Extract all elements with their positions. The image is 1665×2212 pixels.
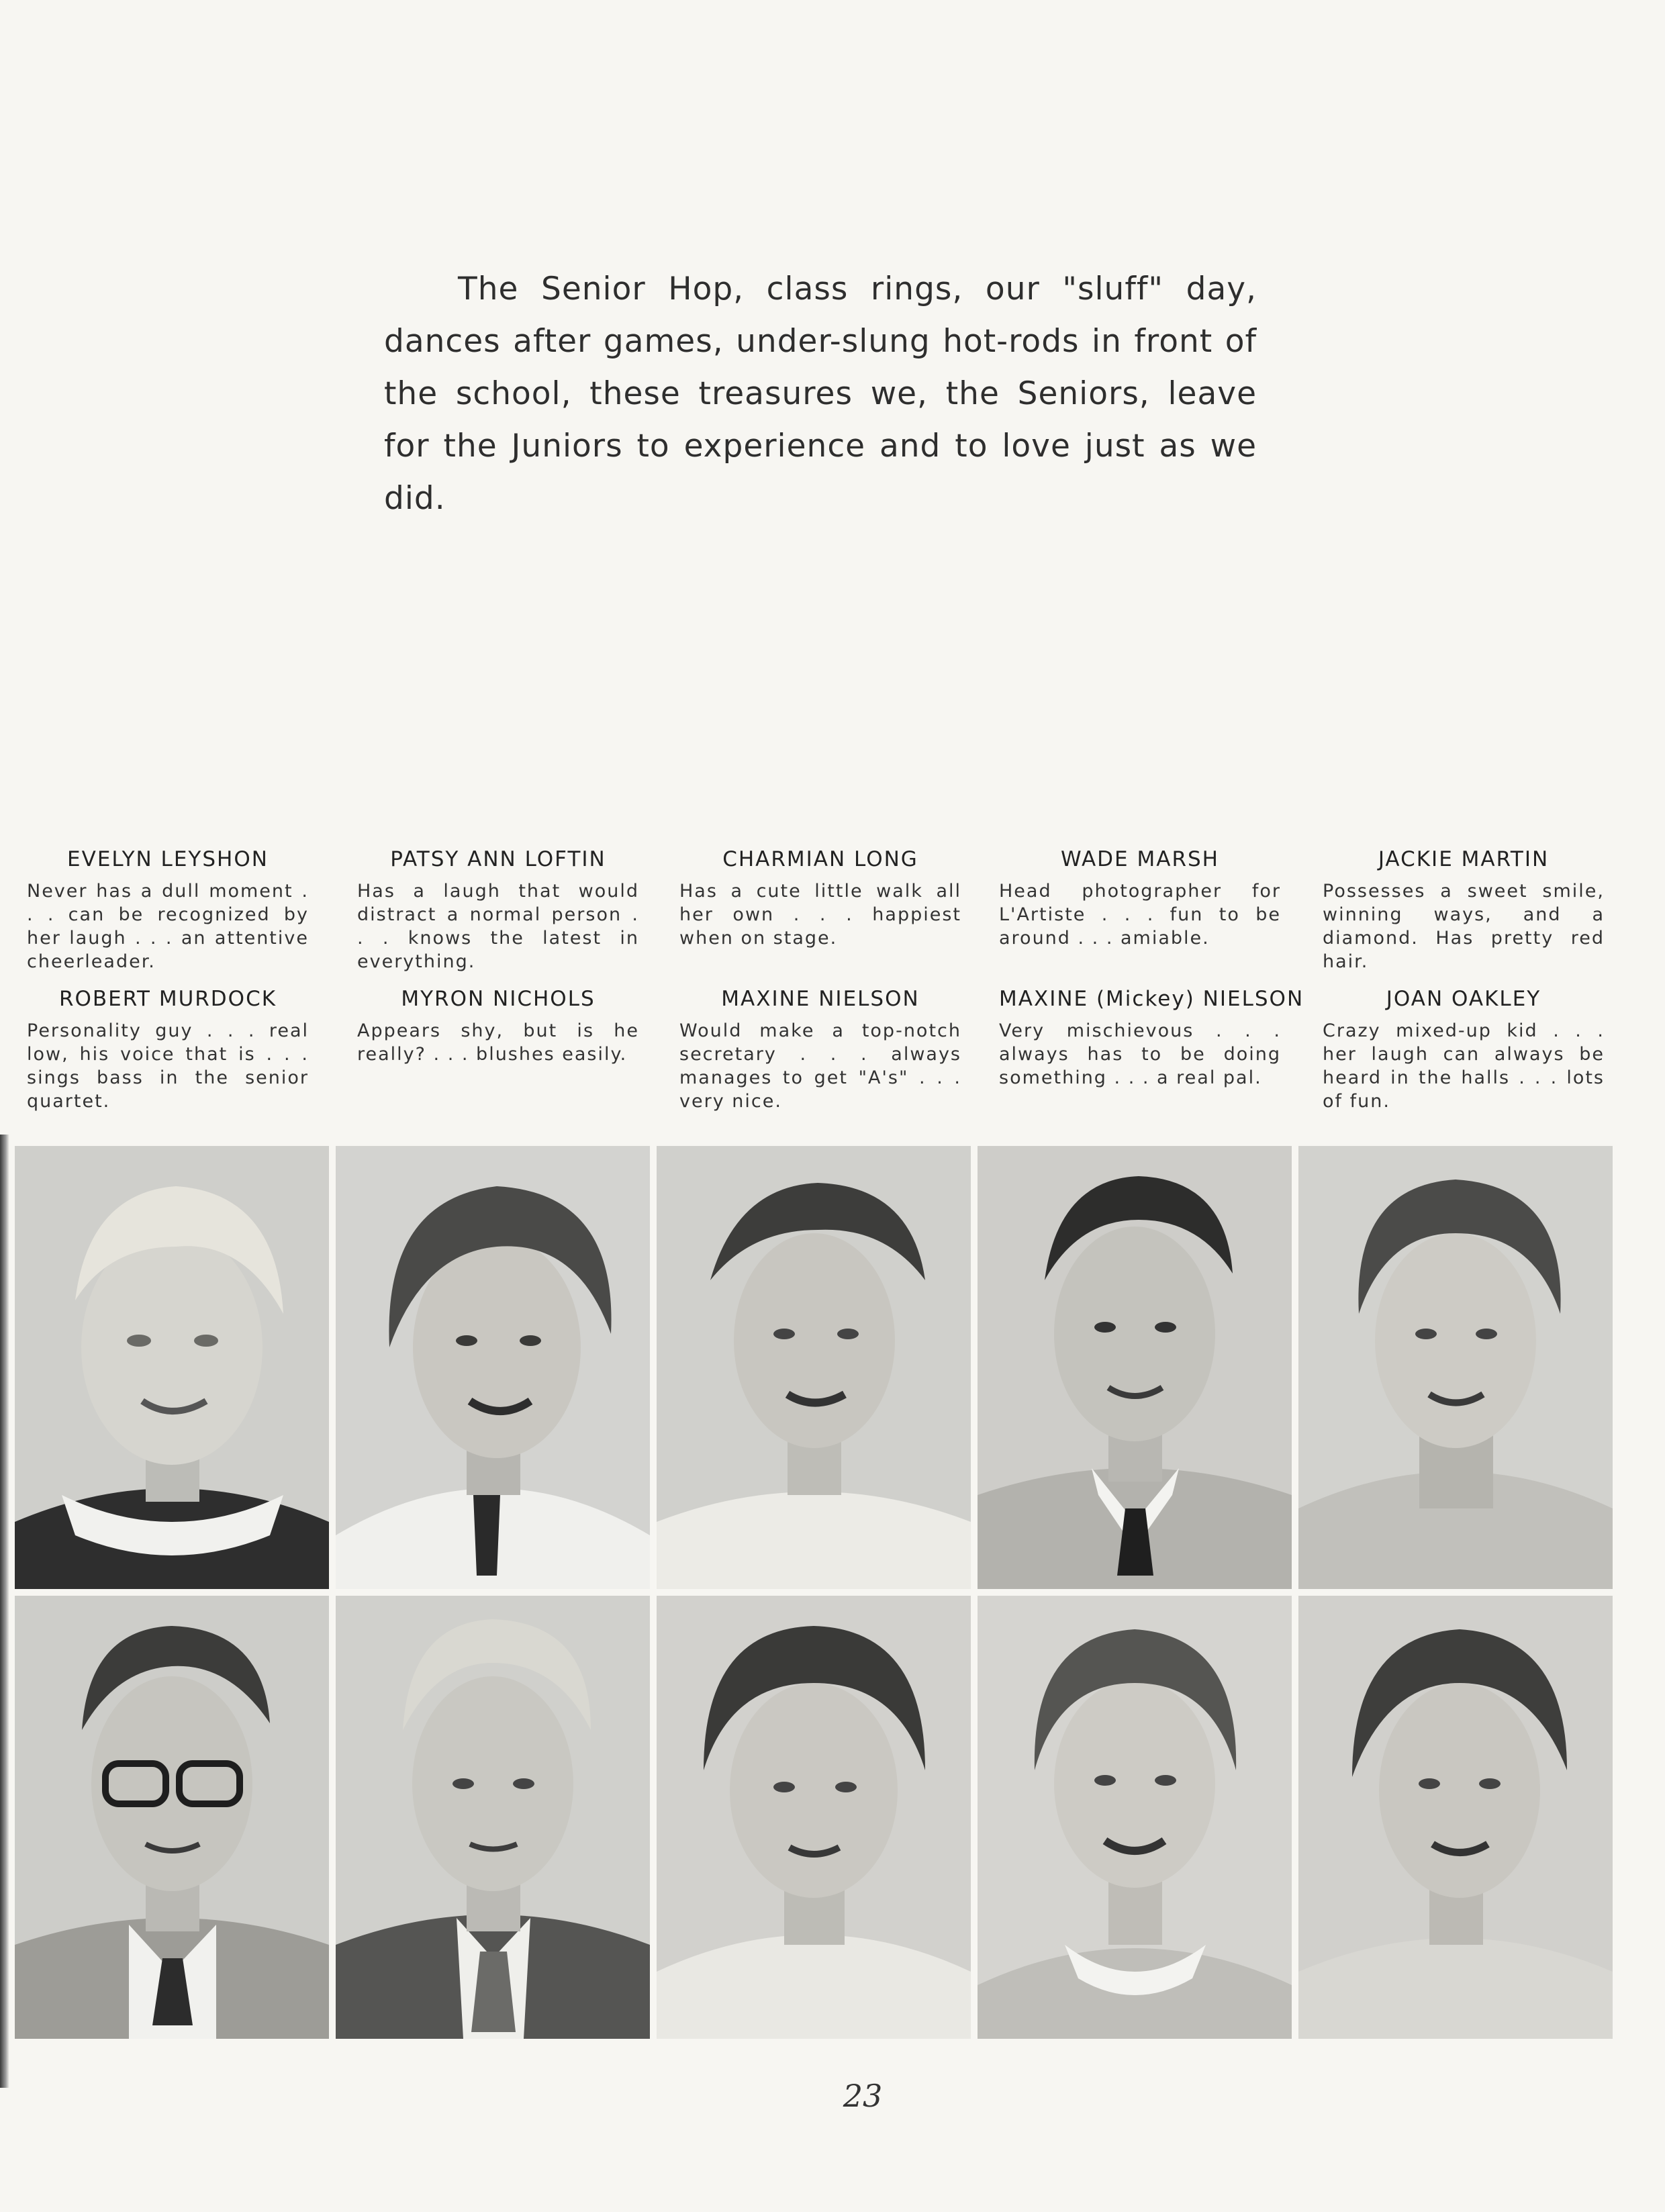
senior-name: PATSY ANN LOFTIN (390, 847, 606, 871)
senior-description: Has a laugh that would distract a normal person . . . knows the latest in everything. (357, 881, 639, 972)
senior-description: Personality guy . . . real low, his voice that is . . . sings bass in the senior quartet. (27, 1020, 309, 1112)
senior-name: MYRON NICHOLS (401, 987, 596, 1011)
portrait-maxine-nielson (657, 1596, 971, 2039)
senior-description: Head photographer for L'Artiste . . . fun to be around . . . amiable. (999, 881, 1281, 949)
senior-name: WADE MARSH (1061, 847, 1219, 871)
intro-paragraph (384, 263, 1257, 525)
portrait-patsy-ann-loftin (336, 1146, 650, 1589)
caption-evelyn-leyshon (27, 847, 309, 973)
caption-robert-murdock (27, 987, 309, 1113)
page-binding-shadow (0, 1135, 9, 2088)
caption-joan-oakley (1323, 987, 1605, 1113)
senior-description: Very mischievous . . . always has to be doing something . . . a real pal. (999, 1020, 1281, 1088)
portrait-wade-marsh (978, 1146, 1292, 1589)
caption-row-bottom (27, 987, 1645, 1121)
senior-name: CHARMIAN LONG (722, 847, 918, 871)
caption-patsy-ann-loftin (357, 847, 639, 973)
caption-charmian-long (679, 847, 961, 950)
caption-myron-nichols (357, 987, 639, 1066)
senior-name: EVELYN LEYSHON (67, 847, 269, 871)
senior-name: JACKIE MARTIN (1378, 847, 1550, 871)
senior-name: MAXINE NIELSON (721, 987, 920, 1011)
portrait-maxine-mickey-nielson (978, 1596, 1292, 2039)
senior-name: ROBERT MURDOCK (58, 987, 277, 1011)
senior-description: Crazy mixed-up kid . . . her laugh can always be heard in the halls . . . lots of fun. (1323, 1020, 1605, 1112)
senior-name: MAXINE (Mickey) NIELSON (999, 987, 1304, 1011)
portrait-joan-oakley (1298, 1596, 1613, 2039)
senior-name: JOAN OAKLEY (1386, 987, 1541, 1011)
caption-row-top (27, 847, 1645, 981)
senior-description: Never has a dull moment . . . can be recognized by her laugh . . . an attentive cheerleader. (27, 881, 309, 972)
senior-description: Possesses a sweet smile, winning ways, and a diamond. Has pretty red hair. (1323, 881, 1605, 972)
caption-maxine-nielson (679, 987, 961, 1113)
caption-maxine-mickey-nielson (999, 987, 1304, 1090)
senior-description: Has a cute little walk all her own . . . happiest when on stage. (679, 881, 961, 949)
portrait-charmian-long (657, 1146, 971, 1589)
caption-wade-marsh (999, 847, 1281, 950)
portrait-evelyn-leyshon (15, 1146, 329, 1589)
caption-jackie-martin (1323, 847, 1605, 973)
portrait-jackie-martin (1298, 1146, 1613, 1589)
page-number: 23 (843, 2078, 883, 2114)
intro-text: The Senior Hop, class rings, our "sluff" day, dances after games, under-slung hot-rods in front of the school, these treasures we, the Seniors, leave for the Juniors to experience and to love just as we did. (384, 271, 1257, 517)
senior-description: Appears shy, but is he really? . . . blushes easily. (357, 1020, 639, 1065)
senior-description: Would make a top-notch secretary . . . always manages to get "A's" . . . very nice. (679, 1020, 961, 1112)
portrait-robert-murdock (15, 1596, 329, 2039)
portrait-myron-nichols (336, 1596, 650, 2039)
